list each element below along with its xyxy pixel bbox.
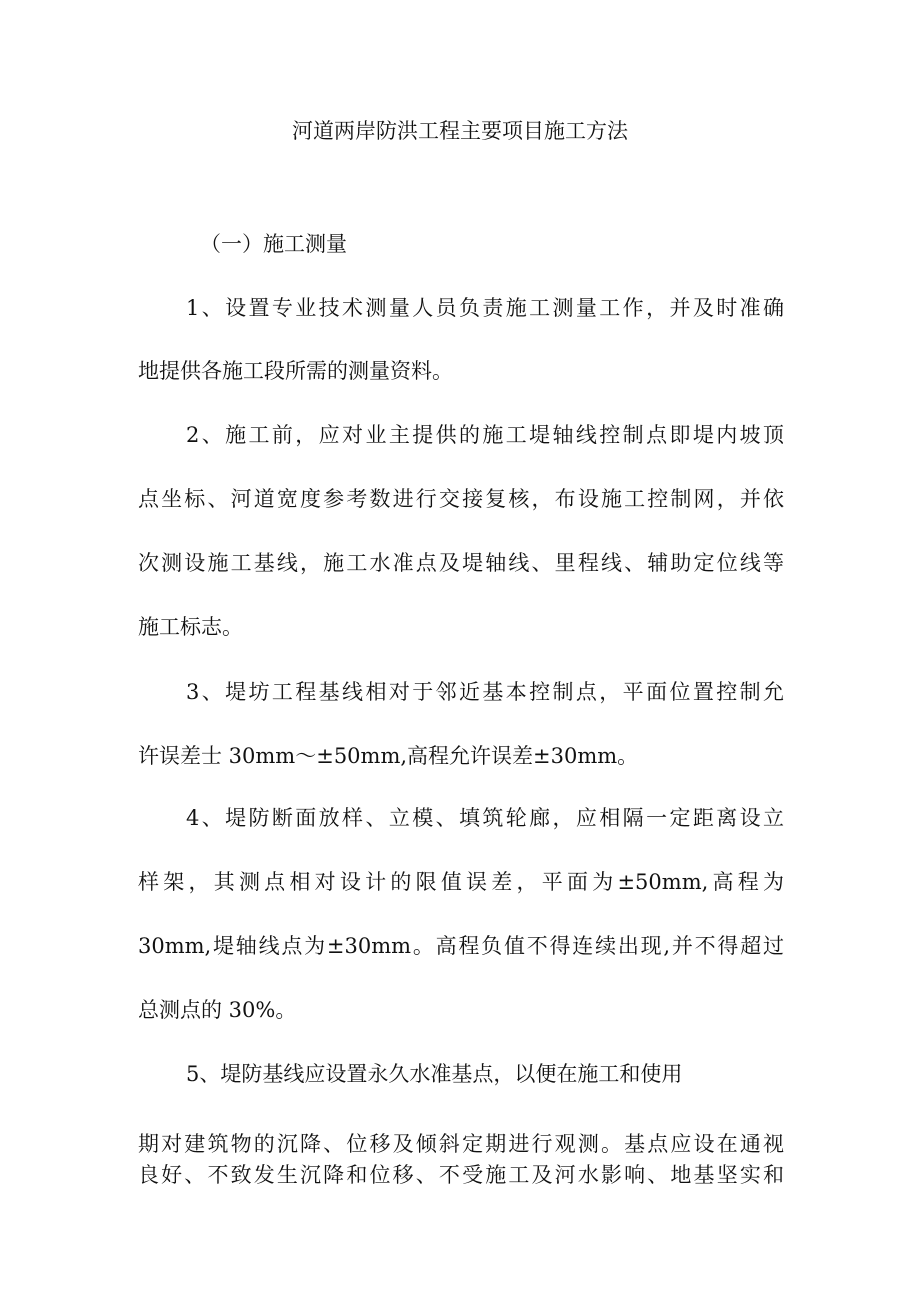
paragraph-line: 点坐标、河道宽度参考数进行交接复核，布设施工控制网，并依 <box>138 487 784 511</box>
paragraph-line: 1、设置专业技术测量人员负责施工测量工作，并及时准确 <box>186 296 784 320</box>
paragraph-line: 2、施工前，应对业主提供的施工堤轴线控制点即堤内坡顶 <box>186 423 784 447</box>
paragraph-line: 3、堤坊工程基线相对于邻近基本控制点，平面位置控制允 <box>186 680 784 704</box>
paragraph-line: 地提供各施工段所需的测量资料。 <box>138 359 453 383</box>
paragraph-line: 良好、不致发生沉降和位移、不受施工及河水影响、地基坚实和 <box>138 1163 784 1187</box>
paragraph-line: 总测点的 30%。 <box>138 998 297 1022</box>
paragraph-line: 施工标志。 <box>138 615 243 639</box>
paragraph-line: 期对建筑物的沉降、位移及倾斜定期进行观测。基点应设在通视 <box>138 1132 784 1156</box>
paragraph-line: 30mm,堤轴线点为±30mm。高程负值不得连续出现,并不得超过 <box>138 934 784 958</box>
paragraph-line: 样架，其测点相对设计的限值误差，平面为±50mm,高程为 <box>138 870 784 894</box>
paragraph-line: 4、堤防断面放样、立模、填筑轮廊，应相隔一定距离设立 <box>186 806 784 830</box>
paragraph-line: 5、堤防基线应设置永久水准基点，以便在施工和使用 <box>186 1062 683 1086</box>
paragraph-line: 次测设施工基线，施工水准点及堤轴线、里程线、辅助定位线等 <box>138 551 784 575</box>
document-title: 河道两岸防洪工程主要项目施工方法 <box>292 119 628 143</box>
section-heading: （一）施工测量 <box>200 232 347 256</box>
paragraph-line: 许误差士 30mm～±50mm,高程允许误差±30mm。 <box>138 744 639 768</box>
